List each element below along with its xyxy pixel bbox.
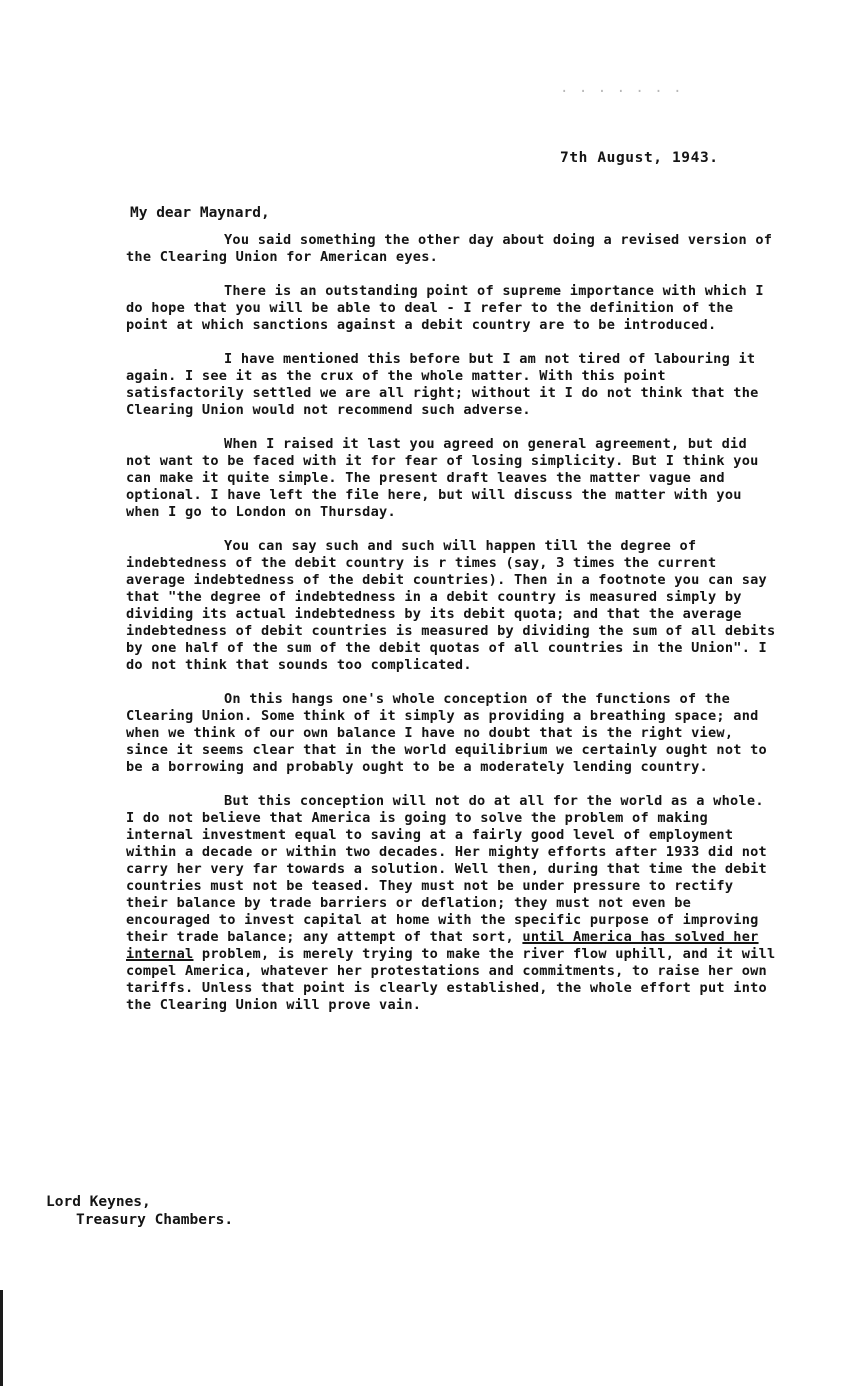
paragraph-text: You said something the other day about doing a revised version of the Clearing Union for American eyes. <box>126 232 773 265</box>
body-paragraph <box>126 436 776 521</box>
addressee-block <box>46 1193 233 1229</box>
paragraph-text: When I raised it last you agreed on general agreement, but did not want to be faced with it for fear of losing simplicity. But I think you can make it quite simple. The present draft leaves the matter vague and optional. I have left the file here, but will discuss the matter with you when I go to London on Thursday. <box>126 436 759 520</box>
paragraph-text: But this conception will not do at all for the world as a whole. I do not believe that America is going to solve the problem of making internal investment equal to saving at a fairly good level of employment within a decade or within two decades. Her mighty efforts after 1933 did not carry her very far towards a solution. Well then, during that time the debit countries must not be teased. They must not be under pressure to rectify their balance by trade barriers or deflation; they must not even be encouraged to invest capital at home with the specific purpose of improving their trade balance; any attempt of that sort, <box>126 793 767 945</box>
paragraph-text: On this hangs one's whole conception of the functions of the Clearing Union. Some think of it simply as providing a breathing space; and when we think of our own balance I have no doubt that is the right view, since it seems clear that in the world equilibrium we certainly ought not to be a borrowing and probably ought to be a moderately lending country. <box>126 691 767 775</box>
body-paragraph <box>126 232 776 266</box>
addressee-address: Treasury Chambers. <box>76 1212 234 1228</box>
body-paragraph <box>126 793 776 1014</box>
paragraph-text: There is an outstanding point of supreme importance with which I do hope that you will be able to deal - I refer to the definition of the point at which sanctions against a debit country are to be introduced. <box>126 283 764 333</box>
body-paragraph <box>126 538 776 674</box>
body-paragraph <box>126 351 776 419</box>
faint-letterhead: · · · · · · · <box>560 84 683 100</box>
body-paragraph <box>126 691 776 776</box>
letter-date: 7th August, 1943. <box>560 150 719 166</box>
addressee-name: Lord Keynes, <box>46 1194 151 1210</box>
body-paragraph <box>126 283 776 334</box>
underlined-text: until America has solved her internal <box>126 929 759 962</box>
paragraph-text-continued: problem, is merely trying to make the river flow uphill, and it will compel America, whatever her protestations and commitments, to raise her own tariffs. Unless that point is clearly established, the whole effort put into the Clearing Union will prove vain. <box>126 946 776 1013</box>
scan-edge-mark <box>0 1290 3 1386</box>
paragraph-text: You can say such and such will happen till the degree of indebtedness of the debit country is r times (say, 3 times the current average indebtedness of the debit countries). Then in a footnote you can say that "the degree of indebtedness in a debit country is measured simply by dividing its actual indebtedness by its debit quota; and that the average indebtedness of debit countries is measured by dividing the sum of all debits by one half of the sum of the debit quotas of all countries in the Union". I do not think that sounds too complicated. <box>126 538 776 673</box>
letter-body <box>126 232 776 1031</box>
paragraph-text: I have mentioned this before but I am not tired of labouring it again. I see it as the crux of the whole matter. With this point satisfactorily settled we are all right; without it I do not think that the Clearing Union would not recommend such adverse. <box>126 351 759 418</box>
salutation: My dear Maynard, <box>130 205 270 221</box>
